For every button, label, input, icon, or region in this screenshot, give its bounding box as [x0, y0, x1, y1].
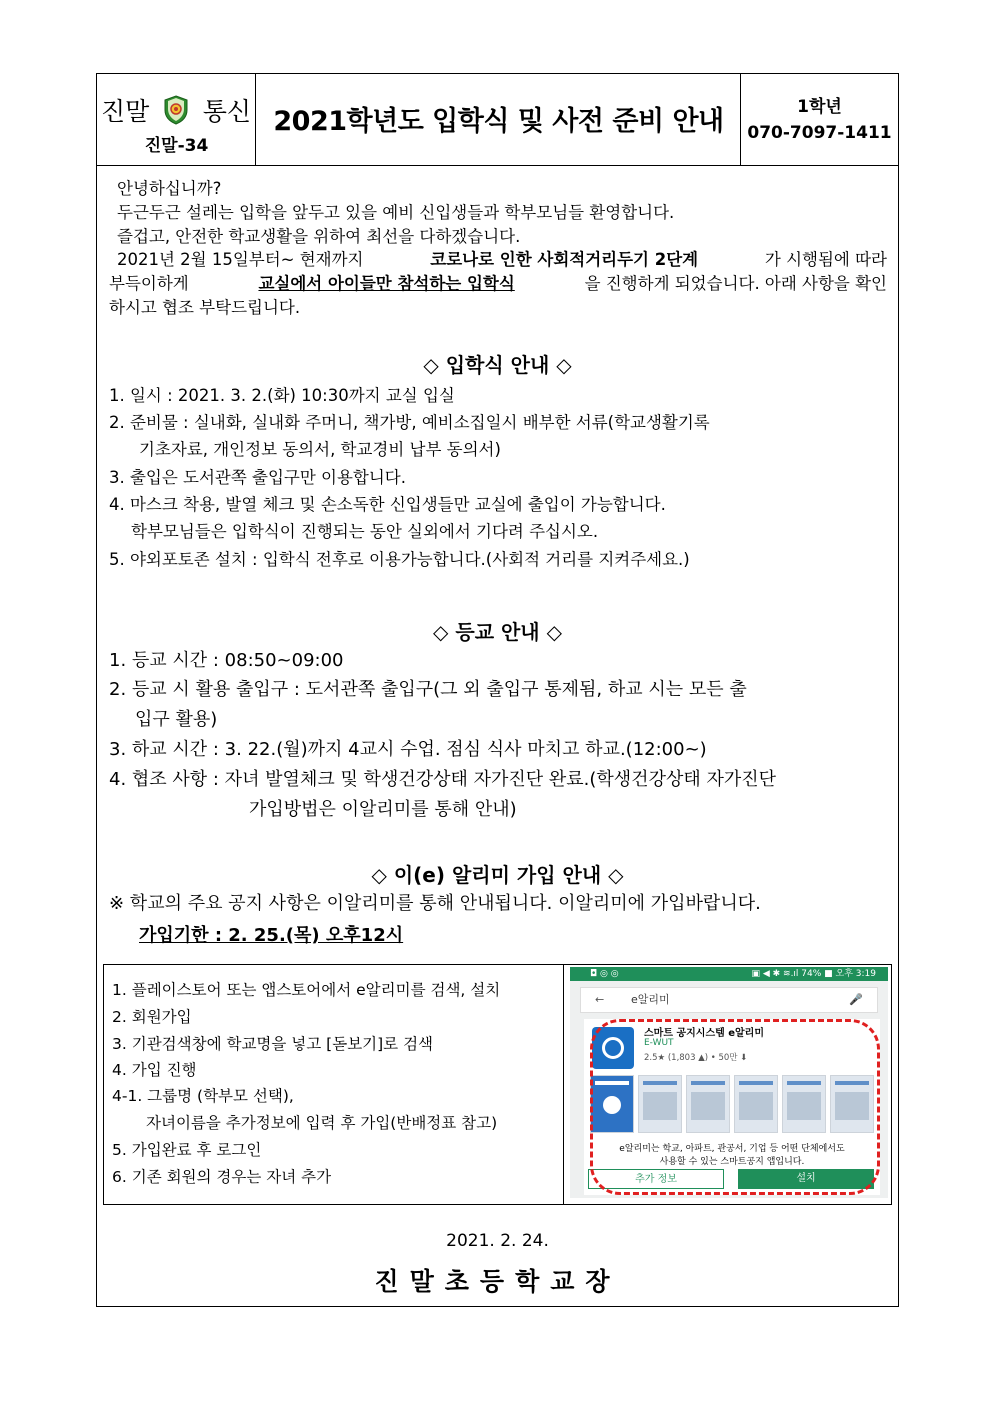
signup-step: 4-1. 그룹명 (학부모 선택),: [112, 1087, 294, 1105]
intro-line-4c: 가 시행됨에 따라: [764, 250, 887, 269]
app-developer: E-WUT: [644, 1038, 674, 1048]
school-item-2: 2. 등교 시 활용 출입구 : 도서관쪽 출입구(그 외 출입구 통제됨, 하교 시는 모든 출: [109, 679, 747, 700]
ceremony-item-4-cont: 학부모님들은 입학식이 진행되는 동안 실외에서 기다려 주십시오.: [131, 522, 599, 541]
school-item-4-cont: 가입방법은 이알리미를 통해 안내): [249, 799, 517, 820]
ceremony-item-4: 4. 마스크 착용, 발열 체크 및 손소독한 신입생들만 교실에 출입이 가능합니다.: [109, 495, 666, 514]
intro-line-4a: 2021년 2월 15일부터~ 현재까지: [117, 250, 364, 269]
intro-line-5: [109, 274, 887, 294]
intro-line-4b: 코로나로 인한 사회적거리두기 2단계: [430, 250, 699, 269]
mic-icon[interactable]: 🎤: [849, 993, 863, 1006]
principal-signature: 진말초등학교장: [374, 1267, 621, 1296]
brand-right: 통신: [202, 97, 251, 126]
school-item-1: 1. 등교 시간 : 08:50~09:00: [109, 650, 344, 671]
alimi-heading: ◇ 이(e) 알리미 가입 안내 ◇: [371, 863, 624, 887]
title-cell: [256, 74, 741, 165]
signup-step: 1. 플레이스토어 또는 앱스토어에서 e알리미를 검색, 설치: [112, 981, 501, 999]
search-query[interactable]: e알리미: [631, 993, 670, 1006]
store-search-bar[interactable]: [580, 987, 878, 1013]
back-arrow-icon[interactable]: ←: [595, 993, 605, 1006]
intro-line-4: [117, 250, 887, 270]
signup-steps: [104, 965, 564, 1204]
app-description-line-2: 사용할 수 있는 스마트공지 앱입니다.: [659, 1157, 805, 1167]
app-name: 스마트 공지시스템 e알리미: [644, 1028, 765, 1039]
intro-line-1: 안녕하십니까?: [117, 179, 222, 198]
ceremony-item-2-cont: 기초자료, 개인정보 동의서, 학교경비 납부 동의서): [139, 440, 501, 459]
signup-step: 4. 가입 진행: [112, 1061, 197, 1079]
status-left: ◘ ◎ ◎: [590, 969, 619, 979]
alimi-deadline: 가입기한 : 2. 25.(목) 오후12시: [139, 925, 404, 946]
ceremony-item-3: 3. 출입은 도서관쪽 출입구만 이용합니다.: [109, 468, 406, 487]
school-emblem-icon: [163, 95, 189, 125]
signup-step: 3. 기관검색창에 학교명을 넣고 [돋보기]로 검색: [112, 1035, 434, 1053]
highlight-outline: [590, 1019, 880, 1195]
newsletter-frame: [96, 73, 899, 1307]
signup-box: [103, 964, 892, 1205]
ceremony-item-1: 1. 일시 : 2021. 3. 2.(화) 10:30까지 교실 입실: [109, 386, 455, 405]
status-right: ▣ ◀ ✱ ≋.ıl 74% ■ 오후 3:19: [751, 969, 876, 979]
page-title: 2021학년도 입학식 및 사전 준비 안내: [273, 106, 724, 137]
intro-line-5a: 부득이하게: [109, 274, 189, 293]
intro-line-6: 하시고 협조 부탁드립니다.: [109, 298, 301, 317]
alimi-notice: ※ 학교의 주요 공지 사항은 이알리미를 통해 안내됩니다. 이알리미에 가입바랍니다.: [109, 893, 761, 914]
brand-cell: [97, 74, 256, 165]
intro-line-2: 두근두근 설레는 입학을 앞두고 있을 예비 신입생들과 학부모님들 환영합니다.: [117, 203, 675, 222]
status-bar: [570, 967, 888, 981]
signup-step: 6. 기존 회원의 경우는 자녀 추가: [112, 1168, 332, 1186]
more-info-button[interactable]: 추가 정보: [588, 1169, 724, 1189]
school-heading: ◇ 등교 안내 ◇: [433, 620, 562, 644]
school-item-2-cont: 입구 활용): [135, 709, 218, 730]
intro-line-5b: 교실에서 아이들만 참석하는 입학식: [258, 274, 515, 293]
signup-step: 자녀이름을 추가정보에 입력 후 가입(반배정표 참고): [146, 1114, 498, 1132]
brand: [101, 92, 251, 128]
ceremony-heading: ◇ 입학식 안내 ◇: [423, 353, 572, 377]
intro-line-5c: 을 진행하게 되었습니다. 아래 사항을 확인: [584, 274, 887, 293]
app-description-line-1: e알리미는 학교, 아파트, 관공서, 기업 등 어떤 단체에서도: [619, 1144, 845, 1154]
issue-date: 2021. 2. 24.: [446, 1231, 549, 1251]
install-button[interactable]: 설치: [738, 1169, 874, 1189]
contact-info: [741, 94, 898, 146]
school-item-3: 3. 하교 시간 : 3. 22.(월)까지 4교시 수업. 점심 식사 마치고 하교.(12:00~): [109, 739, 707, 760]
signup-step: 5. 가입완료 후 로그인: [112, 1141, 262, 1159]
school-item-4: 4. 협조 사항 : 자녀 발열체크 및 학생건강상태 자가진단 완료.(학생건강상태 자가진단: [109, 769, 776, 790]
intro-line-3: 즐겁고, 안전한 학교생활을 위하여 최선을 다하겠습니다.: [117, 227, 521, 246]
contact-cell: [741, 74, 898, 165]
app-rating: 2.5★ (1,803 ▲) • 50만 ⬇: [644, 1053, 748, 1063]
grade-label: 1학년: [797, 97, 842, 117]
header: [97, 74, 898, 166]
app-store-screenshot: [570, 967, 888, 1198]
signup-step: 2. 회원가입: [112, 1008, 192, 1026]
contact-phone: 070-7097-1411: [747, 123, 892, 143]
issue-code: 진말-34: [144, 136, 209, 156]
ceremony-item-2: 2. 준비물 : 실내화, 실내화 주머니, 책가방, 예비소집일시 배부한 서류(학교생활기록: [109, 413, 710, 432]
brand-left: 진말: [101, 97, 150, 126]
ceremony-item-5: 5. 야외포토존 설치 : 입학식 전후로 이용가능합니다.(사회적 거리를 지켜주세요.): [109, 550, 690, 569]
